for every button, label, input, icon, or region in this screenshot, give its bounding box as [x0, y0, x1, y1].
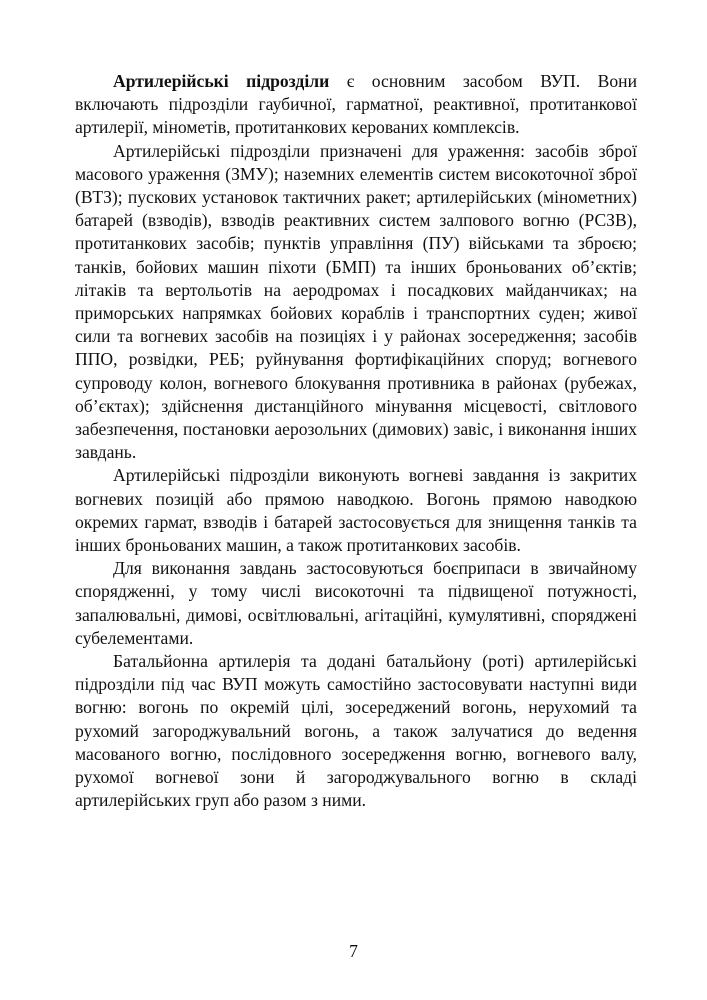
paragraph-3: Артилерійські підрозділи виконують вогневі завдання із закритих вогневих позицій або прямою наводкою. Вогонь прямою наводкою окремих гармат, взводів і батарей застосовується для знищення танків та інших броньованих машин, а також протитанкових засобів.	[75, 465, 637, 556]
paragraph-5: Батальйонна артилерія та додані батальйону (роті) артилерійські підрозділи під час ВУП можуть самостійно застосовувати наступні види вогню: вогонь по окремій цілі, зосереджений вогонь, нерухомий та рухомий загороджувальний вогонь, а також залучатися до ведення масованого вогню, послідовного зосередження вогню, вогневого валу, рухомої вогневої зони й загороджувального вогню в складі артилерійських груп або разом з ними.	[75, 651, 637, 811]
paragraph-2: Артилерійські підрозділи призначені для ураження: засобів зброї масового ураження (ЗМУ); наземних елементів систем високоточної зброї (ВТЗ); пускових установок тактичних ракет; артилерійських (мінометних) батарей (взводів), взводів реактивних систем залпового вогню (РСЗВ), протитанкових засобів; пунктів управління (ПУ) військами та зброєю; танків, бойових машин піхоти (БМП) та інших броньованих об’єктів; літаків та вертольотів на аеродромах і посадкових майданчиках; на приморських напрямках бойових кораблів і транспортних суден; живої сили та вогневих засобів на позиціях і у районах зосередження; засобів ППО, розвідки, РЕБ; руйнування фортифікаційних споруд; вогневого супроводу колон, вогневого блокування противника в районах (рубежах, об’єктах); здійснення дистанційного мінування місцевості, світлового забезпечення, постановки аерозольних (димових) завіс, і виконання інших завдань.	[75, 140, 637, 463]
page-number: 7	[349, 941, 358, 961]
paragraph-4: Для виконання завдань застосовуються боєприпаси в звичайному спорядженні, у тому числі високоточні та підвищеної потужності, запалювальні, димові, освітлювальні, агітаційні, кумулятивні, споряджені субелементами.	[75, 558, 637, 648]
paragraph-1-lead: Артилерійські підрозділи	[113, 71, 330, 91]
paragraph-1-text: є основним засобом ВУП. Вони включають підрозділи гаубичної, гарматної, реактивної, протитанкової артилерії, мінометів, протитанкових керованих комплексів.	[75, 71, 637, 138]
document-page	[75, 70, 637, 813]
paragraph-1	[75, 70, 637, 140]
